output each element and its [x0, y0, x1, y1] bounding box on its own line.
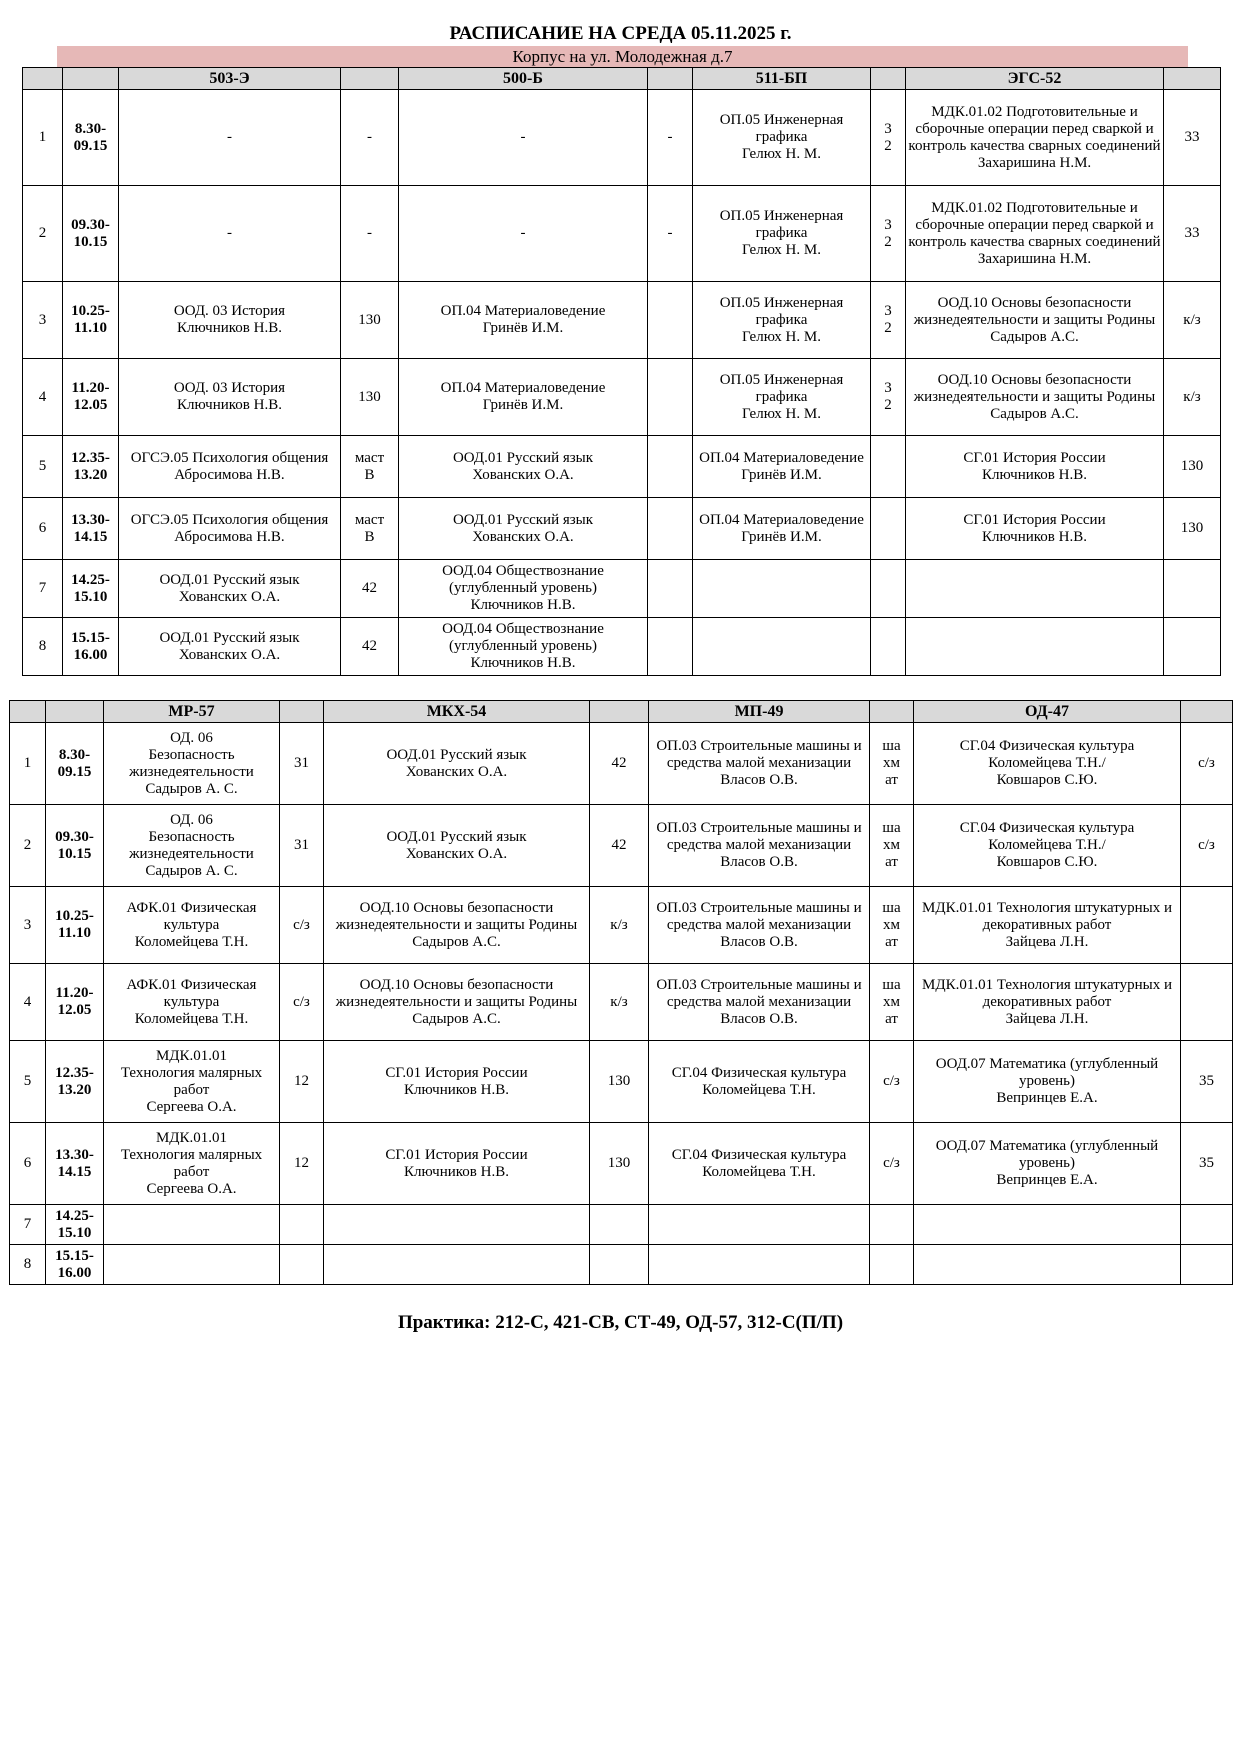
subject-cell: ОП.03 Строительные машины и средства малой механизации Власов О.В. [649, 887, 870, 964]
subject-cell [914, 1245, 1181, 1285]
room-cell: ша хм ат [870, 805, 914, 887]
table-row [10, 887, 1233, 964]
lesson-time: 13.30- 14.15 [46, 1123, 104, 1205]
subject-cell: ОП.03 Строительные машины и средства малой механизации Власов О.В. [649, 723, 870, 805]
subject-cell: ОП.04 Материаловедение Гринёв И.М. [693, 498, 871, 560]
subject-cell: - [119, 90, 341, 186]
room-cell [1164, 618, 1221, 676]
subject-cell: СГ.01 История России Ключников Н.В. [906, 498, 1164, 560]
room-cell: 3 2 [871, 186, 906, 282]
subject-cell: СГ.04 Физическая культура Коломейцева Т.Н. [649, 1123, 870, 1205]
room-cell [1181, 1245, 1233, 1285]
lesson-number: 7 [10, 1205, 46, 1245]
room-cell: - [341, 186, 399, 282]
lesson-number: 2 [23, 186, 63, 282]
room-cell: 130 [341, 282, 399, 359]
subject-cell [104, 1205, 280, 1245]
building-subtitle: Корпус на ул. Молодежная д.7 [57, 46, 1188, 67]
room-cell: 12 [280, 1041, 324, 1123]
room-cell: к/з [1164, 282, 1221, 359]
header-room-cell [870, 701, 914, 723]
lesson-time: 10.25- 11.10 [46, 887, 104, 964]
lesson-number: 6 [10, 1123, 46, 1205]
subject-cell: СГ.01 История России Ключников Н.В. [324, 1123, 590, 1205]
table-row [10, 723, 1233, 805]
subject-cell: - [399, 90, 648, 186]
table-row [10, 1123, 1233, 1205]
subject-cell: АФК.01 Физическая культура Коломейцева Т.Н. [104, 964, 280, 1041]
header-room-cell [341, 68, 399, 90]
subject-cell: ОД. 06 Безопасность жизнедеятельности Садыров А. С. [104, 723, 280, 805]
subject-cell: ООД.10 Основы безопасности жизнедеятельности и защиты Родины Садыров А.С. [906, 282, 1164, 359]
subject-cell [906, 618, 1164, 676]
subject-cell: МДК.01.01 Технология малярных работ Сергеева О.А. [104, 1123, 280, 1205]
group-header: 500-Б [399, 68, 648, 90]
room-cell: 42 [590, 723, 649, 805]
subject-cell: ОГСЭ.05 Психология общения Абросимова Н.В. [119, 498, 341, 560]
subject-cell: МДК.01.01 Технология штукатурных и декоративных работ Зайцева Л.Н. [914, 887, 1181, 964]
subject-cell [693, 560, 871, 618]
subject-cell: ООД.04 Обществознание (углубленный уровень) Ключников Н.В. [399, 560, 648, 618]
room-cell: с/з [280, 887, 324, 964]
room-cell: 130 [590, 1123, 649, 1205]
subject-cell: ООД.10 Основы безопасности жизнедеятельности и защиты Родины Садыров А.С. [324, 964, 590, 1041]
subject-cell: МДК.01.02 Подготовительные и сборочные операции перед сваркой и контроль качества сварных соединений Захаришина Н.М. [906, 186, 1164, 282]
subject-cell [324, 1205, 590, 1245]
header-room-cell [871, 68, 906, 90]
room-cell: 35 [1181, 1123, 1233, 1205]
lesson-number: 8 [23, 618, 63, 676]
room-cell [280, 1205, 324, 1245]
table-row [23, 359, 1221, 436]
group-header: ЭГС-52 [906, 68, 1164, 90]
table-row [23, 186, 1221, 282]
header-num-cell [23, 68, 63, 90]
practice-note: Практика: 212-С, 421-СВ, СТ-49, ОД-57, 312-С(П/П) [397, 1312, 844, 1333]
table-row [23, 282, 1221, 359]
header-row [23, 68, 1221, 90]
room-cell: 42 [341, 560, 399, 618]
room-cell [648, 560, 693, 618]
subject-cell: ОП.03 Строительные машины и средства малой механизации Власов О.В. [649, 964, 870, 1041]
room-cell [590, 1245, 649, 1285]
header-row [10, 701, 1233, 723]
lesson-time: 11.20- 12.05 [63, 359, 119, 436]
room-cell: ша хм ат [870, 723, 914, 805]
room-cell: ша хм ат [870, 887, 914, 964]
table-row [10, 805, 1233, 887]
room-cell: 31 [280, 723, 324, 805]
room-cell [648, 618, 693, 676]
table-row [23, 436, 1221, 498]
room-cell: маст В [341, 436, 399, 498]
lesson-time: 11.20- 12.05 [46, 964, 104, 1041]
group-header: МР-57 [104, 701, 280, 723]
subject-cell: ООД.01 Русский язык Хованских О.А. [399, 498, 648, 560]
room-cell: с/з [870, 1041, 914, 1123]
subject-cell [914, 1205, 1181, 1245]
lesson-time: 09.30- 10.15 [46, 805, 104, 887]
subject-cell: ООД.07 Математика (углубленный уровень) Вепринцев Е.А. [914, 1123, 1181, 1205]
header-room-cell [280, 701, 324, 723]
lesson-number: 5 [10, 1041, 46, 1123]
lesson-number: 4 [23, 359, 63, 436]
room-cell: - [648, 186, 693, 282]
subject-cell: ООД.10 Основы безопасности жизнедеятельности и защиты Родины Садыров А.С. [324, 887, 590, 964]
subject-cell: ООД. 03 История Ключников Н.В. [119, 359, 341, 436]
schedule-table-2 [9, 700, 1233, 1285]
table-row [23, 90, 1221, 186]
room-cell: с/з [1181, 723, 1233, 805]
table-row [23, 618, 1221, 676]
subject-cell [906, 560, 1164, 618]
table-row [23, 560, 1221, 618]
room-cell [648, 498, 693, 560]
room-cell: 31 [280, 805, 324, 887]
room-cell: 130 [1164, 498, 1221, 560]
subject-cell: ОП.05 Инженерная графика Гелюх Н. М. [693, 90, 871, 186]
header-room-cell [1164, 68, 1221, 90]
room-cell: к/з [590, 887, 649, 964]
room-cell [871, 618, 906, 676]
table-row [10, 1041, 1233, 1123]
subject-cell: ОП.05 Инженерная графика Гелюх Н. М. [693, 359, 871, 436]
room-cell: 33 [1164, 186, 1221, 282]
header-time-cell [46, 701, 104, 723]
room-cell: к/з [590, 964, 649, 1041]
table-row [10, 1205, 1233, 1245]
header-time-cell [63, 68, 119, 90]
room-cell: ша хм ат [870, 964, 914, 1041]
subject-cell: ОГСЭ.05 Психология общения Абросимова Н.В. [119, 436, 341, 498]
room-cell [280, 1245, 324, 1285]
lesson-time: 14.25- 15.10 [63, 560, 119, 618]
room-cell: 35 [1181, 1041, 1233, 1123]
lesson-time: 15.15- 16.00 [63, 618, 119, 676]
room-cell: 3 2 [871, 359, 906, 436]
lesson-number: 7 [23, 560, 63, 618]
lesson-time: 13.30- 14.15 [63, 498, 119, 560]
room-cell: 42 [590, 805, 649, 887]
room-cell: 12 [280, 1123, 324, 1205]
subject-cell [693, 618, 871, 676]
lesson-number: 5 [23, 436, 63, 498]
lesson-time: 12.35- 13.20 [46, 1041, 104, 1123]
subject-cell: МДК.01.01 Технология малярных работ Сергеева О.А. [104, 1041, 280, 1123]
table-row [23, 498, 1221, 560]
room-cell: с/з [870, 1123, 914, 1205]
subject-cell [649, 1245, 870, 1285]
room-cell [871, 498, 906, 560]
room-cell: 3 2 [871, 282, 906, 359]
room-cell: 130 [341, 359, 399, 436]
subject-cell: ОП.04 Материаловедение Гринёв И.М. [399, 359, 648, 436]
room-cell [648, 436, 693, 498]
subject-cell: ООД.01 Русский язык Хованских О.А. [399, 436, 648, 498]
room-cell [871, 436, 906, 498]
subject-cell: МДК.01.01 Технология штукатурных и декоративных работ Зайцева Л.Н. [914, 964, 1181, 1041]
room-cell [870, 1205, 914, 1245]
group-header: 511-БП [693, 68, 871, 90]
subject-cell [649, 1205, 870, 1245]
subject-cell: ООД.07 Математика (углубленный уровень) Вепринцев Е.А. [914, 1041, 1181, 1123]
room-cell [1181, 1205, 1233, 1245]
subject-cell: - [399, 186, 648, 282]
room-cell: 3 2 [871, 90, 906, 186]
subject-cell: СГ.04 Физическая культура Коломейцева Т.Н. [649, 1041, 870, 1123]
lesson-number: 1 [23, 90, 63, 186]
table-row [10, 964, 1233, 1041]
subject-cell: ООД.01 Русский язык Хованских О.А. [324, 723, 590, 805]
lesson-number: 2 [10, 805, 46, 887]
subject-cell: ОП.03 Строительные машины и средства малой механизации Власов О.В. [649, 805, 870, 887]
subject-cell: ОП.04 Материаловедение Гринёв И.М. [693, 436, 871, 498]
group-header: ОД-47 [914, 701, 1181, 723]
lesson-number: 3 [10, 887, 46, 964]
group-header: МКХ-54 [324, 701, 590, 723]
room-cell: с/з [1181, 805, 1233, 887]
room-cell [871, 560, 906, 618]
subject-cell: МДК.01.02 Подготовительные и сборочные операции перед сваркой и контроль качества сварных соединений Захаришина Н.М. [906, 90, 1164, 186]
subject-cell: ООД.01 Русский язык Хованских О.А. [119, 618, 341, 676]
room-cell: маст В [341, 498, 399, 560]
lesson-time: 14.25- 15.10 [46, 1205, 104, 1245]
schedule-table-1 [22, 67, 1221, 676]
room-cell: 130 [1164, 436, 1221, 498]
subject-cell: ОП.04 Материаловедение Гринёв И.М. [399, 282, 648, 359]
subject-cell: ОП.05 Инженерная графика Гелюх Н. М. [693, 282, 871, 359]
lesson-time: 8.30- 09.15 [63, 90, 119, 186]
lesson-number: 1 [10, 723, 46, 805]
header-room-cell [1181, 701, 1233, 723]
subject-cell [104, 1245, 280, 1285]
subject-cell: ОП.05 Инженерная графика Гелюх Н. М. [693, 186, 871, 282]
lesson-number: 4 [10, 964, 46, 1041]
subject-cell: АФК.01 Физическая культура Коломейцева Т.Н. [104, 887, 280, 964]
lesson-time: 10.25- 11.10 [63, 282, 119, 359]
subject-cell: СГ.01 История России Ключников Н.В. [324, 1041, 590, 1123]
room-cell: с/з [280, 964, 324, 1041]
room-cell: к/з [1164, 359, 1221, 436]
room-cell [1181, 887, 1233, 964]
lesson-number: 8 [10, 1245, 46, 1285]
group-header: МП-49 [649, 701, 870, 723]
header-room-cell [648, 68, 693, 90]
subject-cell: СГ.04 Физическая культура Коломейцева Т.Н./ Ковшаров С.Ю. [914, 723, 1181, 805]
subject-cell: СГ.01 История России Ключников Н.В. [906, 436, 1164, 498]
page-title: РАСПИСАНИЕ НА СРЕДА 05.11.2025 г. [449, 23, 792, 44]
group-header: 503-Э [119, 68, 341, 90]
subject-cell: ООД.10 Основы безопасности жизнедеятельности и защиты Родины Садыров А.С. [906, 359, 1164, 436]
subject-cell: ООД.04 Обществознание (углубленный уровень) Ключников Н.В. [399, 618, 648, 676]
lesson-time: 15.15- 16.00 [46, 1245, 104, 1285]
subject-cell: - [119, 186, 341, 282]
room-cell: 42 [341, 618, 399, 676]
room-cell: - [341, 90, 399, 186]
subject-cell: ООД.01 Русский язык Хованских О.А. [324, 805, 590, 887]
lesson-time: 12.35- 13.20 [63, 436, 119, 498]
room-cell: - [648, 90, 693, 186]
subject-cell: ООД.01 Русский язык Хованских О.А. [119, 560, 341, 618]
room-cell: 33 [1164, 90, 1221, 186]
room-cell [870, 1245, 914, 1285]
room-cell [590, 1205, 649, 1245]
room-cell [1181, 964, 1233, 1041]
subject-cell: ООД. 03 История Ключников Н.В. [119, 282, 341, 359]
subject-cell: СГ.04 Физическая культура Коломейцева Т.Н./ Ковшаров С.Ю. [914, 805, 1181, 887]
lesson-number: 3 [23, 282, 63, 359]
header-room-cell [590, 701, 649, 723]
lesson-number: 6 [23, 498, 63, 560]
subject-cell: ОД. 06 Безопасность жизнедеятельности Садыров А. С. [104, 805, 280, 887]
header-num-cell [10, 701, 46, 723]
lesson-time: 8.30- 09.15 [46, 723, 104, 805]
table-row [10, 1245, 1233, 1285]
subject-cell [324, 1245, 590, 1285]
room-cell [648, 282, 693, 359]
lesson-time: 09.30- 10.15 [63, 186, 119, 282]
room-cell [1164, 560, 1221, 618]
room-cell: 130 [590, 1041, 649, 1123]
room-cell [648, 359, 693, 436]
